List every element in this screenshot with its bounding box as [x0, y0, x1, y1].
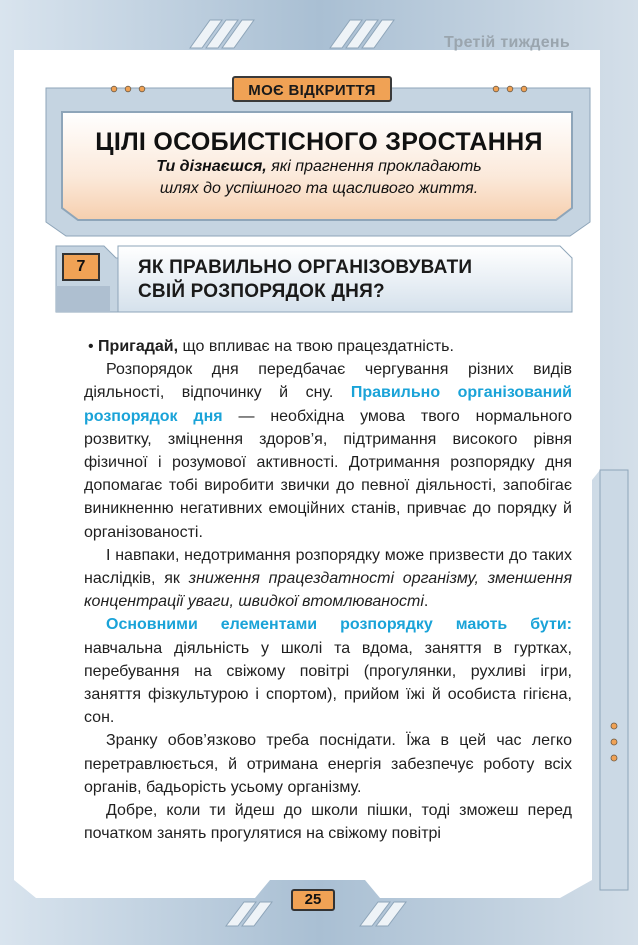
recall-rest: що впливає на твою працездатність. [178, 338, 454, 355]
week-label: Третій тиждень [444, 34, 570, 51]
consequences-text-b: . [423, 593, 429, 611]
subtitle-rest: які прагнення прокладають [266, 158, 482, 175]
title-subtitle-line2: шлях до успішного та щасливого життя. [159, 180, 479, 197]
lesson-title-line2: СВІЙ РОЗПОРЯДОК ДНЯ? [138, 281, 385, 302]
body-text [84, 335, 572, 845]
title-subtitle-line1 [0, 158, 638, 176]
paragraph-walk: Добре, коли ти йдеш до школи пішки, тоді зможеш перед початком занять прогулятися на свіжому повітрі [84, 802, 572, 843]
lesson-title [138, 256, 472, 304]
section-tag: МОЄ ВІДКРИТТЯ [232, 76, 392, 102]
paragraph-breakfast: Зранку обов’язково треба поснідати. Їжа в цей час легко перетравлюється, й отримана енергія забезпечує роботу всіх органів, бадьорість усьому організму. [84, 732, 572, 796]
paragraph-consequences [84, 544, 572, 614]
recall-lead: Пригадай, [98, 338, 179, 355]
routine-text-b: — необхідна умова твого нормального розвитку, зміцнення здоров’я, підтримання високого рівня фізичної і розумової активності. Дотримання розпорядку дня допомагає тобі виробити звички до певної діяльності, запобігає виникненню негативних емоційних станів, привчає до порядку й організованості. [84, 407, 572, 541]
lesson-title-line1: ЯК ПРАВИЛЬНО ОРГАНІЗОВУВАТИ [138, 257, 473, 278]
paragraph-recall: • Пригадай, що впливає на твою працездатність. [88, 338, 454, 355]
page-number: 25 [291, 889, 335, 911]
routine-highlight: Правильно організований розпорядок дня [84, 384, 573, 425]
paragraph-routine [84, 358, 572, 544]
lesson-number-badge: 7 [62, 253, 100, 281]
consequences-italic: зниження працездатності організму, зменшення концентрації уваги, швидкої втомлюваності [84, 570, 573, 611]
routine-text-a: Розпорядок дня передбачає чергування різних видів діяльності, відпочинку й сну. [84, 361, 572, 402]
subtitle-lead: Ти дізнаєшся, [156, 158, 267, 175]
consequences-text-a: І навпаки, недотримання розпорядку може призвести до таких наслідків, як [84, 546, 572, 588]
page-title: ЦІЛІ ОСОБИСТІСНОГО ЗРОСТАННЯ [95, 128, 543, 156]
elements-highlight: Основними елементами розпорядку мають бути: [106, 616, 572, 634]
elements-rest: навчальна діяльність у школі та вдома, заняття в гуртках, перебування на свіжому повітрі (прогулянки, рухливі ігри, заняття фізкультурою і спортом), прийом їжі й особиста гігієна, сон. [84, 639, 572, 727]
paragraph-elements [84, 613, 572, 729]
